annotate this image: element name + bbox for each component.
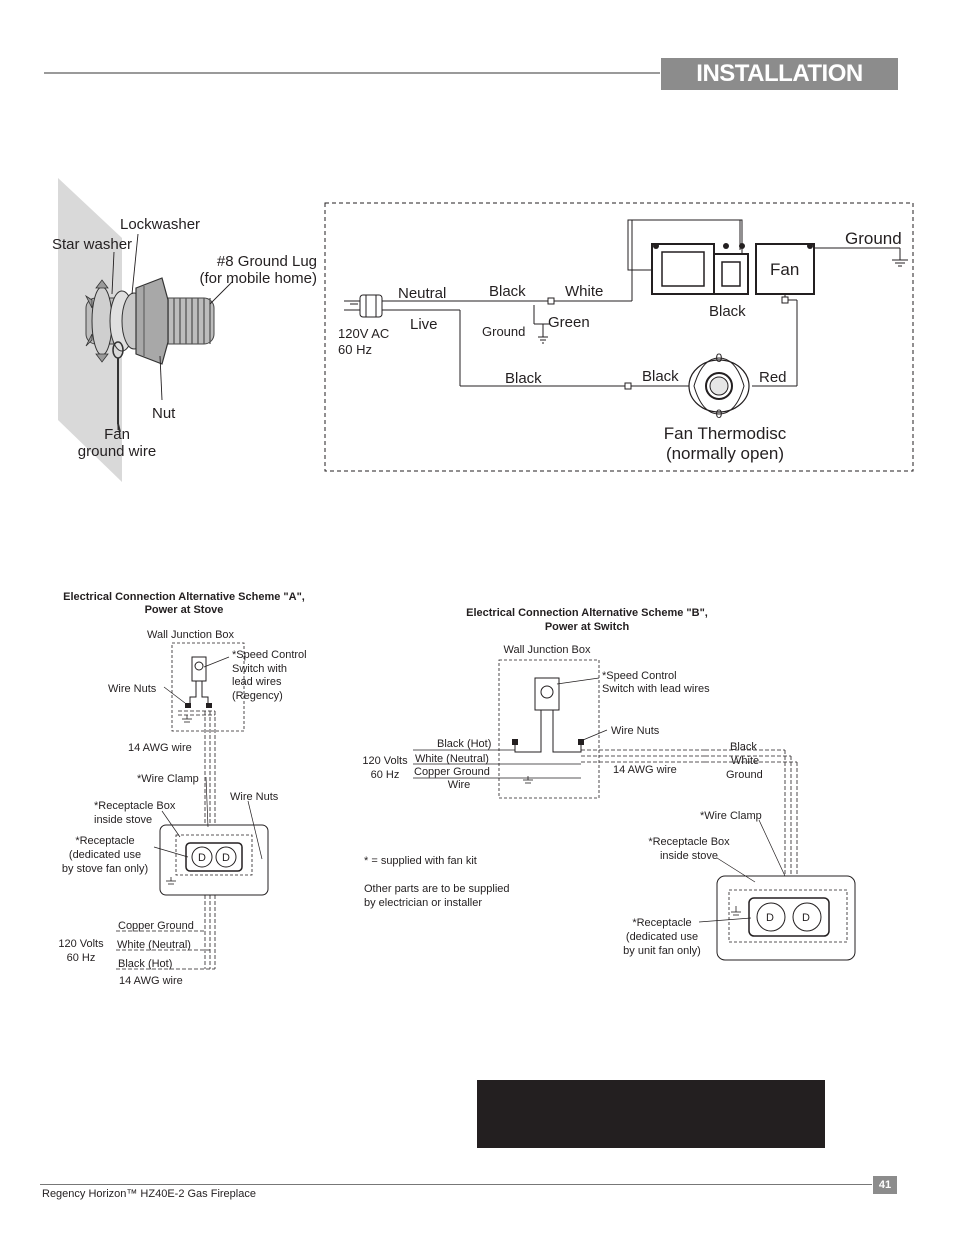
scheme-a-subtitle: Power at Stove <box>144 604 224 616</box>
page-number: 41 <box>873 1176 897 1194</box>
nut-label: Nut <box>152 405 176 422</box>
ground-lug-label-2: (for mobile home) <box>199 270 317 287</box>
scheme-a-receptacle-label-3: by stove fan only) <box>61 863 149 875</box>
terminal-mark-top: 0 <box>715 351 723 365</box>
scheme-b-black-label: Black <box>730 741 757 753</box>
scheme-a-black-hot-label: Black (Hot) <box>118 958 173 970</box>
red-label: Red <box>759 369 787 386</box>
lockwasher-label: Lockwasher <box>120 216 201 233</box>
scheme-b-wire-nuts-label: Wire Nuts <box>611 725 660 737</box>
scheme-b-diagram <box>355 600 875 970</box>
scheme-a-wire-clamp-label: *Wire Clamp <box>137 773 199 785</box>
supply-label-2: 60 Hz <box>338 342 372 357</box>
scheme-a-receptacle-box-label-2: inside stove <box>94 814 153 826</box>
scheme-b-receptacle-label-3: by unit fan only) <box>623 945 701 957</box>
scheme-a-speed-control-label-4: (Regency) <box>232 690 283 702</box>
scheme-b-copper-ground-label: Copper Ground <box>414 766 490 778</box>
ground-lug-label: #8 Ground Lug <box>216 253 317 270</box>
svg-text:D: D <box>222 852 230 864</box>
wiring-lines <box>382 220 908 386</box>
scheme-b-title: Electrical Connection Alternative Scheme "B", <box>466 607 708 619</box>
scheme-a-junction-box-label: Wall Junction Box <box>147 629 235 641</box>
speed-control-switch <box>515 678 581 752</box>
svg-text:D: D <box>198 852 206 864</box>
footer-doc-title: Regency Horizon™ HZ40E-2 Gas Fireplace <box>42 1188 256 1200</box>
ground-label: Ground <box>845 229 902 248</box>
scheme-b-receptacle-box-label-2: inside stove <box>659 850 719 862</box>
scheme-b-speed-control-label-2: Switch with lead wires <box>602 683 710 695</box>
green-label: Green <box>548 314 590 331</box>
scheme-b-speed-control-label: *Speed Control <box>602 670 677 682</box>
scheme-a-volts-label-2: 60 Hz <box>66 952 96 964</box>
scheme-a-speed-control-label-2: Switch with <box>232 663 288 675</box>
scheme-a-speed-control-label-3: lead wires <box>232 676 282 688</box>
thermodisc-label-2: (normally open) <box>665 444 785 463</box>
speed-control-switch <box>190 657 208 705</box>
scheme-a-receptacle-label: *Receptacle <box>75 835 135 847</box>
ground-small-label: Ground <box>482 324 526 339</box>
black-bottom-label: Black <box>505 370 542 387</box>
svg-text:D: D <box>766 912 774 924</box>
scheme-b-subtitle: Power at Switch <box>544 621 630 633</box>
scheme-b-receptacle-label-2: (dedicated use <box>625 931 699 943</box>
white-label: White <box>565 283 604 300</box>
scheme-b-copper-ground-label-2: Wire <box>447 779 471 791</box>
fan-wiring-diagram <box>322 200 917 476</box>
supply-label: 120V AC <box>338 326 390 341</box>
diagram-frame <box>325 203 913 471</box>
scheme-a-white-neutral-label: White (Neutral) <box>117 939 191 951</box>
header-rule <box>44 72 660 74</box>
scheme-b-volts-label-2: 60 Hz <box>370 769 400 781</box>
scheme-a-receptacle-box-label: *Receptacle Box <box>94 800 176 812</box>
ground-lug-figure <box>40 170 330 490</box>
scheme-b-white-neutral-label: White (Neutral) <box>415 753 489 765</box>
scheme-b-junction-box-label: Wall Junction Box <box>503 644 591 656</box>
page-title: INSTALLATION <box>696 60 863 87</box>
black-top-label: Black <box>489 283 526 300</box>
scheme-b-wire-clamp-label: *Wire Clamp <box>700 810 762 822</box>
star-washer-label: Star washer <box>52 236 133 253</box>
thermodisc-illustration <box>689 358 749 414</box>
scheme-b-white-label: White <box>731 755 760 767</box>
scheme-b-ground-label: Ground <box>726 769 763 781</box>
supplied-note: * = supplied with fan kit <box>364 855 477 867</box>
svg-text:D: D <box>802 912 810 924</box>
receptacle-outlet <box>186 843 242 871</box>
thermodisc-label: Fan Thermodisc <box>663 424 787 443</box>
scheme-a-diagram <box>40 585 340 995</box>
scheme-b-receptacle-label: *Receptacle <box>632 917 692 929</box>
power-plug <box>344 295 382 317</box>
scheme-a-copper-ground-label: Copper Ground <box>118 920 194 932</box>
black-right-label: Black <box>709 303 746 320</box>
fan-ground-label-2: ground wire <box>77 443 157 460</box>
scheme-a-speed-control-label: *Speed Control <box>232 649 307 661</box>
warning-panel <box>477 1080 825 1148</box>
black-disc-label: Black <box>642 368 679 385</box>
footer-rule <box>40 1184 872 1185</box>
scheme-b-receptacle-box-label: *Receptacle Box <box>648 836 730 848</box>
fan-ground-label: Fan <box>104 426 130 443</box>
fan-label: Fan <box>770 260 800 279</box>
scheme-b-volts-label: 120 Volts <box>362 755 408 767</box>
receptacle-outlet <box>749 898 829 936</box>
scheme-a-receptacle-label-2: (dedicated use <box>68 849 142 861</box>
scheme-a-awg-bottom-label: 14 AWG wire <box>119 975 183 987</box>
live-label: Live <box>410 316 438 333</box>
header-title-box <box>661 58 898 90</box>
scheme-a-wire-nuts-label: Wire Nuts <box>108 683 157 695</box>
scheme-a-title: Electrical Connection Alternative Scheme "A", <box>63 591 305 603</box>
neutral-label: Neutral <box>398 285 447 302</box>
other-parts-note-2: by electrician or installer <box>364 897 482 909</box>
other-parts-note: Other parts are to be supplied <box>364 883 510 895</box>
terminal-mark-bottom: 0 <box>715 407 723 421</box>
scheme-b-black-hot-label: Black (Hot) <box>437 738 492 750</box>
scheme-a-volts-label: 120 Volts <box>58 938 104 950</box>
scheme-b-awg-label: 14 AWG wire <box>613 764 677 776</box>
scheme-a-awg-top-label: 14 AWG wire <box>128 742 192 754</box>
scheme-a-wire-nuts-right-label: Wire Nuts <box>230 791 279 803</box>
